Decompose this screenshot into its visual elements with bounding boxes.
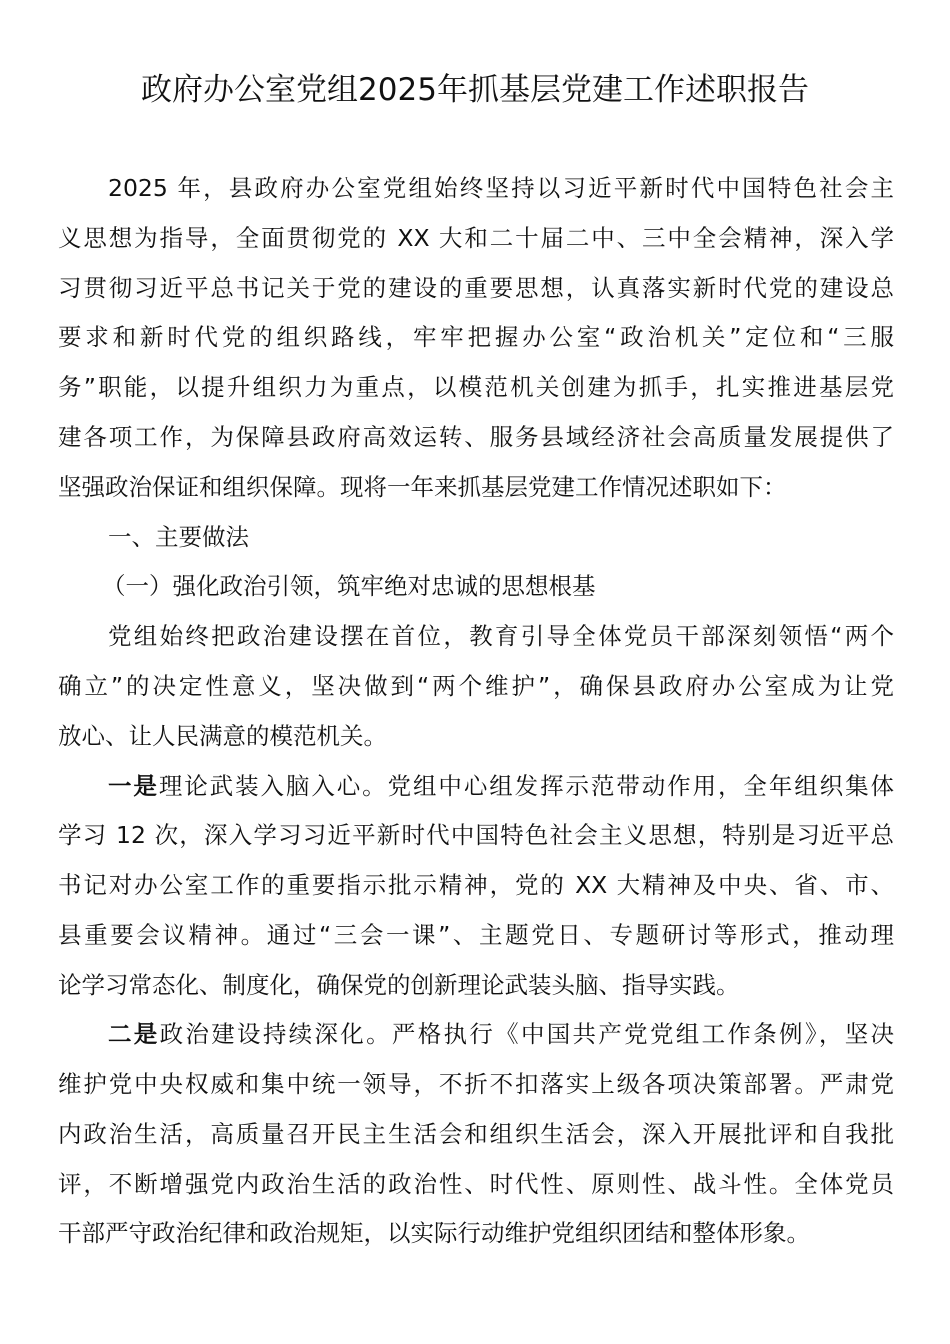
point-text: 政治建设持续深化。严格执行《中国共产党党组工作条例》，坚决 xyxy=(159,1020,895,1048)
text-line: 论学习常态化、制度化，确保党的创新理论武装头脑、指导实践。 xyxy=(58,971,740,999)
text-line: 维护党中央权威和集中统一领导，不折不扣落实上级各项决策部署。严肃党 xyxy=(58,1070,894,1098)
point-lead: 一是 xyxy=(108,772,159,800)
text-line xyxy=(108,1017,894,1051)
text-line: 确立”的决定性意义，坚决做到“两个维护”，确保县政府办公室成为让党 xyxy=(58,672,894,700)
point-lead: 二是 xyxy=(108,1020,160,1048)
text-line: 放心、让人民满意的模范机关。 xyxy=(58,722,387,750)
text-line: 书记对办公室工作的重要指示批示精神，党的 XX 大精神及中央、省、市、 xyxy=(58,871,894,899)
text-line: 党组始终把政治建设摆在首位，教育引导全体党员干部深刻领悟“两个 xyxy=(108,622,894,650)
text-line xyxy=(108,769,894,803)
point-text: 理论武装入脑入心。党组中心组发挥示范带动作用，全年组织集体 xyxy=(158,772,895,800)
text-line: 干部严守政治纪律和政治规矩，以实际行动维护党组织团结和整体形象。 xyxy=(58,1219,810,1247)
text-line: 学习 12 次，深入学习习近平新时代中国特色社会主义思想，特别是习近平总 xyxy=(58,821,894,849)
text-line: 坚强政治保证和组织保障。现将一年来抓基层党建工作情况述职如下： xyxy=(58,473,787,501)
document-title: 政府办公室党组2025年抓基层党建工作述职报告 xyxy=(141,72,809,108)
subsection-heading: （一）强化政治引领，筑牢绝对忠诚的思想根基 xyxy=(102,572,596,600)
text-line: 务”职能，以提升组织力为重点，以模范机关创建为抓手，扎实推进基层党 xyxy=(58,373,894,401)
text-line: 评，不断增强党内政治生活的政治性、时代性、原则性、战斗性。全体党员 xyxy=(58,1170,894,1198)
text-line: 义思想为指导，全面贯彻党的 XX 大和二十届二中、三中全会精神，深入学 xyxy=(58,224,894,252)
text-line: 县重要会议精神。通过“三会一课”、主题党日、专题研讨等形式，推动理 xyxy=(58,921,894,949)
text-line: 建各项工作，为保障县政府高效运转、服务县域经济社会高质量发展提供了 xyxy=(58,423,894,451)
text-line: 要求和新时代党的组织路线，牢牢把握办公室“政治机关”定位和“三服 xyxy=(58,323,894,351)
text-line: 内政治生活，高质量召开民主生活会和组织生活会，深入开展批评和自我批 xyxy=(58,1120,894,1148)
text-line: 2025 年，县政府办公室党组始终坚持以习近平新时代中国特色社会主 xyxy=(108,174,894,202)
text-line: 习贯彻习近平总书记关于党的建设的重要思想，认真落实新时代党的建设总 xyxy=(58,274,894,302)
section-heading: 一、主要做法 xyxy=(108,523,249,551)
